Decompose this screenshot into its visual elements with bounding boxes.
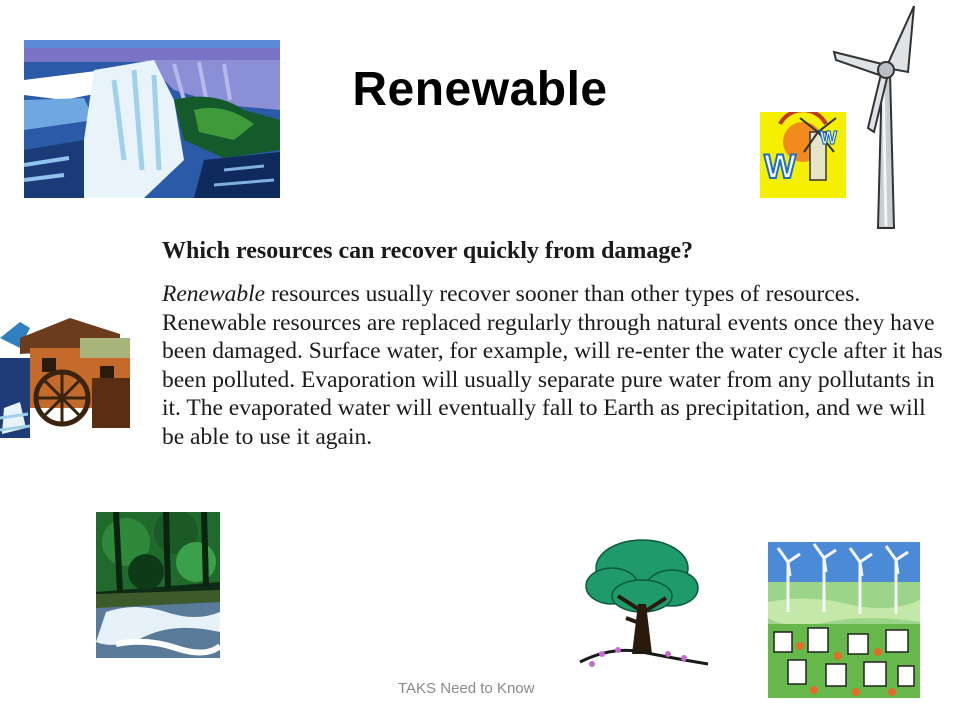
badge-w-large: W bbox=[764, 148, 797, 186]
question-heading: Which resources can recover quickly from damage? bbox=[162, 238, 694, 264]
body-lead-italic: Renewable bbox=[162, 281, 266, 307]
wind-farm-village-clipart bbox=[768, 542, 920, 698]
badge-w-small: W bbox=[820, 128, 837, 148]
footer-text: TAKS Need to Know bbox=[398, 680, 535, 697]
body-paragraph bbox=[162, 280, 944, 452]
forest-stream-clipart bbox=[96, 512, 220, 658]
slide-title: Renewable bbox=[352, 63, 608, 116]
body-rest: resources usually recover sooner than other types of resources. Renewable resources are replaced regularly through natural events once they have been damaged. Surface water, for example, will re-enter the water cycle after it has been polluted. Evaporation will usually separate pure water from any pollutants in it. The evaporated water will eventually fall to Earth as precipitation, and we will be able to use it again. bbox=[162, 281, 943, 450]
wind-logo-clipart bbox=[760, 112, 846, 198]
watermill-clipart bbox=[0, 318, 130, 438]
tree-clipart bbox=[572, 534, 712, 674]
waterfall-clipart bbox=[24, 40, 280, 198]
